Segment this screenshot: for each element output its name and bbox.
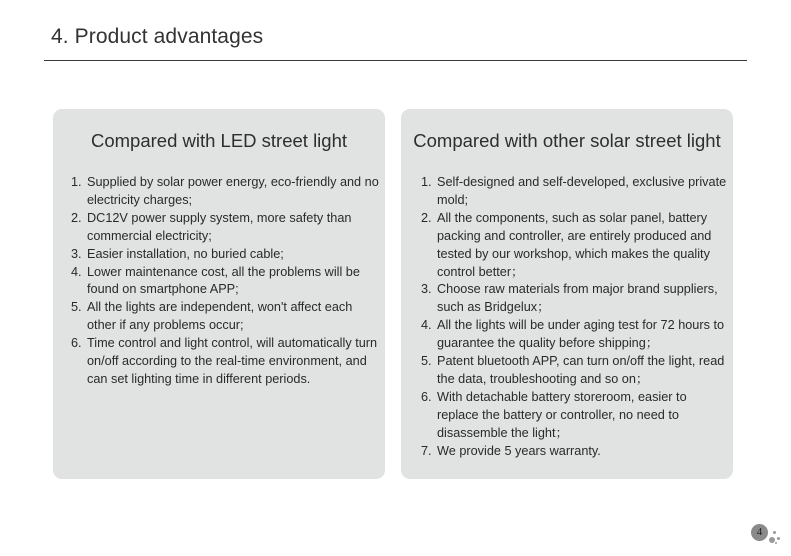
list-item-text: All the lights will be under aging test for 72 hours to guarantee the quality before shipping； bbox=[437, 318, 725, 351]
list-item-text: We provide 5 years warranty. bbox=[437, 443, 601, 458]
list-item: 7. We provide 5 years warranty. bbox=[421, 443, 601, 458]
list-item: 3. Easier installation, no buried cable; bbox=[71, 246, 284, 261]
list-item-text: With detachable battery storeroom, easier to replace the battery or controller, no need to disassemble the light； bbox=[437, 389, 687, 440]
led-comparison-heading: Compared with LED street light bbox=[90, 130, 348, 151]
list-item-text: DC12V power supply system, more safety than commercial electricity; bbox=[87, 210, 352, 243]
list-item-text: All the lights are independent, won't affect each other if any problems occur; bbox=[87, 300, 353, 333]
list-item-text: Lower maintenance cost, all the problems will be found on smartphone APP; bbox=[87, 264, 360, 297]
list-item: 4. All the lights will be under aging test for 72 hours to guarantee the quality before shipping； bbox=[421, 318, 725, 351]
list-item-text: All the components, such as solar panel, battery packing and controller, are entirely produced and tested by our workshop, which makes the quality control better； bbox=[437, 210, 712, 279]
list-item-text: Supplied by solar power energy, eco-friendly and no electricity charges; bbox=[87, 175, 379, 207]
list-item: 2. All the components, such as solar panel, battery packing and controller, are entirely produced and tested by our workshop, which makes the quality control better； bbox=[421, 210, 712, 279]
list-item-text: Self-designed and self-developed, exclusive private mold; bbox=[437, 175, 727, 207]
list-item: 2. DC12V power supply system, more safety than commercial electricity; bbox=[71, 210, 352, 243]
section-title: 4. Product advantages bbox=[51, 25, 264, 48]
title-divider bbox=[44, 60, 747, 61]
list-item-text: Choose raw materials from major brand suppliers, such as Bridgelux； bbox=[437, 282, 718, 315]
list-item: 1. Self-designed and self-developed, exclusive private mold; bbox=[421, 175, 727, 207]
list-item: 6. With detachable battery storeroom, easier to replace the battery or controller, no need to disassemble the light； bbox=[421, 389, 687, 440]
solar-comparison-heading: Compared with other solar street light bbox=[413, 130, 721, 151]
list-item: 4. Lower maintenance cost, all the problems will be found on smartphone APP; bbox=[71, 264, 360, 297]
led-comparison-card bbox=[53, 109, 385, 479]
list-item: 3. Choose raw materials from major brand suppliers, such as Bridgelux； bbox=[421, 282, 718, 315]
list-item-text: Patent bluetooth APP, can turn on/off the light, read the data, troubleshooting and so on； bbox=[437, 354, 725, 386]
page-number-badge: 4 bbox=[751, 524, 768, 541]
list-item: 5. Patent bluetooth APP, can turn on/off the light, read the data, troubleshooting and so on； bbox=[421, 354, 725, 386]
led-advantages-list bbox=[71, 174, 381, 389]
list-item: 5. All the lights are independent, won't affect each other if any problems occur; bbox=[71, 300, 353, 333]
solar-advantages-list bbox=[421, 174, 731, 461]
decorative-dot-icon bbox=[773, 531, 776, 534]
solar-comparison-card bbox=[401, 109, 733, 479]
decorative-dot-icon bbox=[775, 542, 777, 544]
list-item-text: Easier installation, no buried cable; bbox=[87, 246, 284, 261]
decorative-dot-icon bbox=[777, 537, 780, 540]
list-item: 1. Supplied by solar power energy, eco-friendly and no electricity charges; bbox=[71, 175, 379, 207]
list-item-text: Time control and light control, will automatically turn on/off according to the real-time environment, and can set lighting time in different periods. bbox=[87, 336, 378, 386]
list-item: 6. Time control and light control, will automatically turn on/off according to the real-time environment, and can set lighting time in different periods. bbox=[71, 336, 378, 386]
